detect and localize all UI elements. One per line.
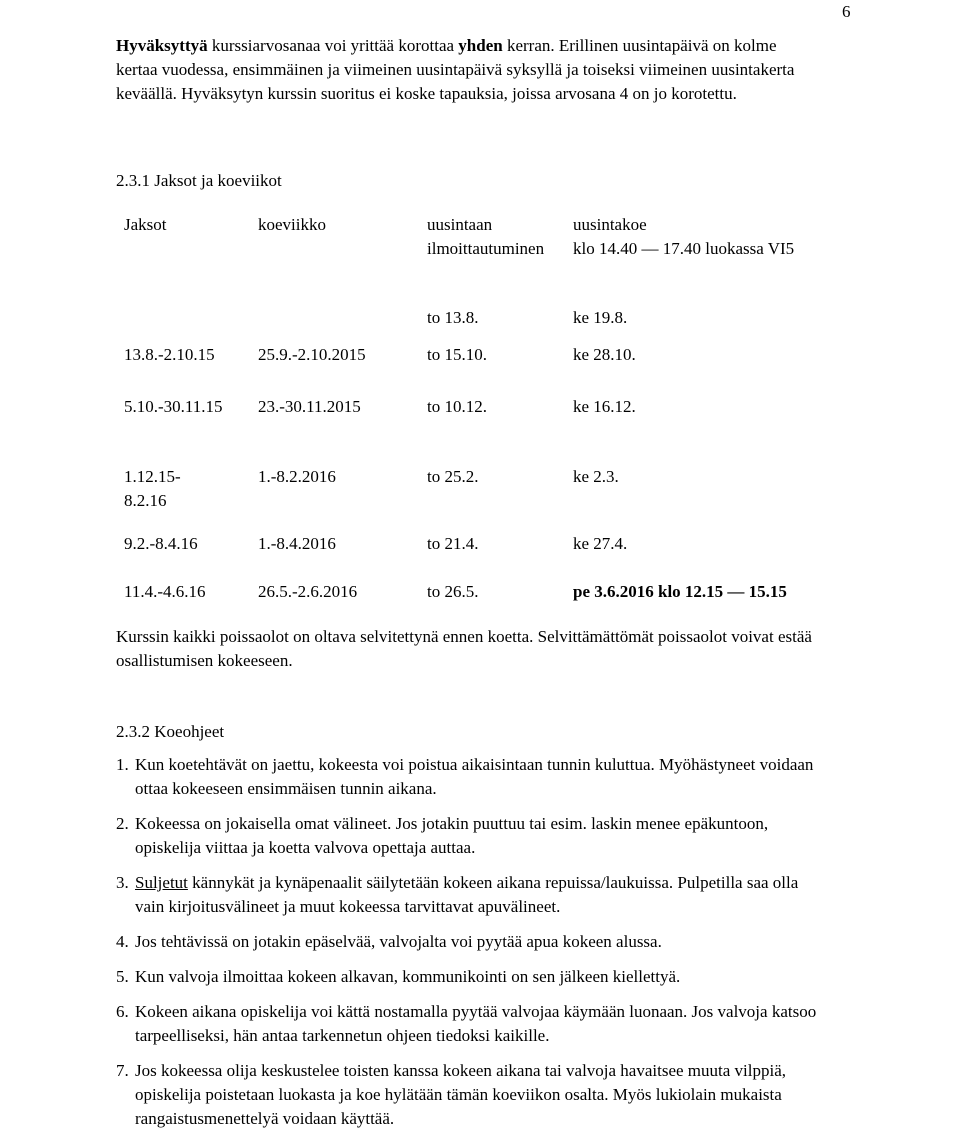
list-item: [116, 812, 826, 860]
table-cell-uusintakoe: ke 2.3.: [573, 467, 619, 486]
page-number: 6: [842, 2, 851, 21]
header-uusintakoe: uusintakoe: [573, 215, 647, 234]
header-uusintakoe-time: klo 14.40 — 17.40 luokassa VI5: [573, 239, 795, 258]
table-cell-uusintakoe: ke 19.8.: [573, 308, 628, 327]
list-item: [116, 1059, 826, 1131]
table-cell-jakso: 1.12.15-8.2.16: [124, 467, 181, 510]
intro-text-2: kerran. Erillinen uusintapäivä on kolme kertaa vuodessa, ensimmäinen ja viimeinen uusintapäivä syksyllä ja toiseksi viimeinen uusintakerta keväällä. Hyväksytyn kurssin suoritus ei koske tapauksia, joissa arvosana 4 on jo korotettu.: [116, 36, 795, 103]
table-cell-jakso: 13.8.-2.10.15: [124, 345, 215, 364]
table-cell-ilmoittautuminen: to 21.4.: [427, 534, 479, 553]
table-cell-ilmoittautuminen: to 25.2.: [427, 467, 479, 486]
section-heading-jaksot: 2.3.1 Jaksot ja koeviikot: [116, 171, 282, 190]
header-koeviikko: koeviikko: [258, 215, 326, 234]
table-cell-uusintakoe: pe 3.6.2016 klo 12.15 — 15.15: [573, 582, 787, 601]
table-cell-koeviikko: 1.-8.4.2016: [258, 534, 336, 553]
list-item: [116, 753, 826, 801]
list-item-text: Kun koetehtävät on jaettu, kokeesta voi poistua aikaisintaan tunnin kuluttua. Myöhästyneet voidaan ottaa kokeeseen ensimmäisen tunnin aikana.: [135, 755, 814, 798]
section-heading-koeohjeet: 2.3.2 Koeohjeet: [116, 722, 225, 741]
list-item-text: Jos tehtävissä on jotakin epäselvää, valvojalta voi pyytää apua kokeen alussa.: [135, 932, 662, 951]
intro-bold-accepted: Hyväksyttyä: [116, 36, 208, 55]
list-item: [116, 1000, 826, 1048]
table-cell-koeviikko: 23.-30.11.2015: [258, 397, 361, 416]
list-item-number: 4.: [116, 932, 129, 951]
intro-text-1: kurssiarvosanaa voi yrittää korottaa: [207, 36, 459, 55]
list-item-number: 1.: [116, 755, 129, 774]
list-item-underlined: Suljetut: [135, 873, 188, 892]
table-cell-uusintakoe: ke 27.4.: [573, 534, 628, 553]
list-item-text: Jos kokeessa olija keskustelee toisten kanssa kokeen aikana tai valvoja havaitsee muuta vilppiä, opiskelija poistetaan luokasta ja koe hylätään tämän koeviikon osalta. Myös lukiolain mukaista rangaistusmenettelyä voidaan käyttää.: [135, 1061, 787, 1128]
intro-bold-once: yhden: [458, 36, 503, 55]
table-cell-ilmoittautuminen: to 26.5.: [427, 582, 479, 601]
table-cell-jakso: 5.10.-30.11.15: [124, 397, 223, 416]
list-item-number: 5.: [116, 967, 129, 986]
list-item-text: kännykät ja kynäpenaalit säilytetään kokeen aikana repuissa/laukuissa. Pulpetilla saa olla vain kirjoitusvälineet ja muut kokeessa tarvittavat apuvälineet.: [135, 873, 799, 916]
list-item: [116, 930, 826, 954]
header-jaksot: Jaksot: [124, 215, 167, 234]
list-item: [116, 871, 826, 919]
list-item-text: Kokeen aikana opiskelija voi kättä nostamalla pyytää valvojaa käymään luonaan. Jos valvoja katsoo tarpeelliseksi, hän antaa tarkennetun ohjeen tiedoksi kaikille.: [135, 1002, 817, 1045]
table-cell-uusintakoe: ke 16.12.: [573, 397, 636, 416]
table-cell-ilmoittautuminen: to 10.12.: [427, 397, 487, 416]
table-cell-koeviikko: 26.5.-2.6.2016: [258, 582, 358, 601]
list-item-text: Kun valvoja ilmoittaa kokeen alkavan, kommunikointi on sen jälkeen kiellettyä.: [135, 967, 681, 986]
list-item-number: 6.: [116, 1002, 129, 1021]
rules-list: [116, 753, 826, 1131]
list-item-text: Kokeessa on jokaisella omat välineet. Jos jotakin puuttuu tai esim. laskin menee epäkuntoon, opiskelija viittaa ja koetta valvova opettaja auttaa.: [135, 814, 769, 857]
absence-note: Kurssin kaikki poissaolot on oltava selvitettynä ennen koetta. Selvittämättömät poissaolot voivat estää osallistumisen kokeeseen.: [116, 627, 812, 670]
table-cell-jakso: 11.4.-4.6.16: [124, 582, 206, 601]
list-item-number: 3.: [116, 873, 129, 892]
list-item: [116, 965, 826, 989]
list-item-number: 2.: [116, 814, 129, 833]
table-cell-koeviikko: 25.9.-2.10.2015: [258, 345, 366, 364]
table-cell-koeviikko: 1.-8.2.2016: [258, 467, 336, 486]
header-uusintaan-ilmoittautuminen: uusintaan ilmoittautuminen: [427, 215, 545, 258]
table-cell-ilmoittautuminen: to 15.10.: [427, 345, 487, 364]
table-cell-jakso: 9.2.-8.4.16: [124, 534, 198, 553]
table-cell-uusintakoe: ke 28.10.: [573, 345, 636, 364]
table-cell-ilmoittautuminen: to 13.8.: [427, 308, 479, 327]
list-item-number: 7.: [116, 1061, 129, 1080]
